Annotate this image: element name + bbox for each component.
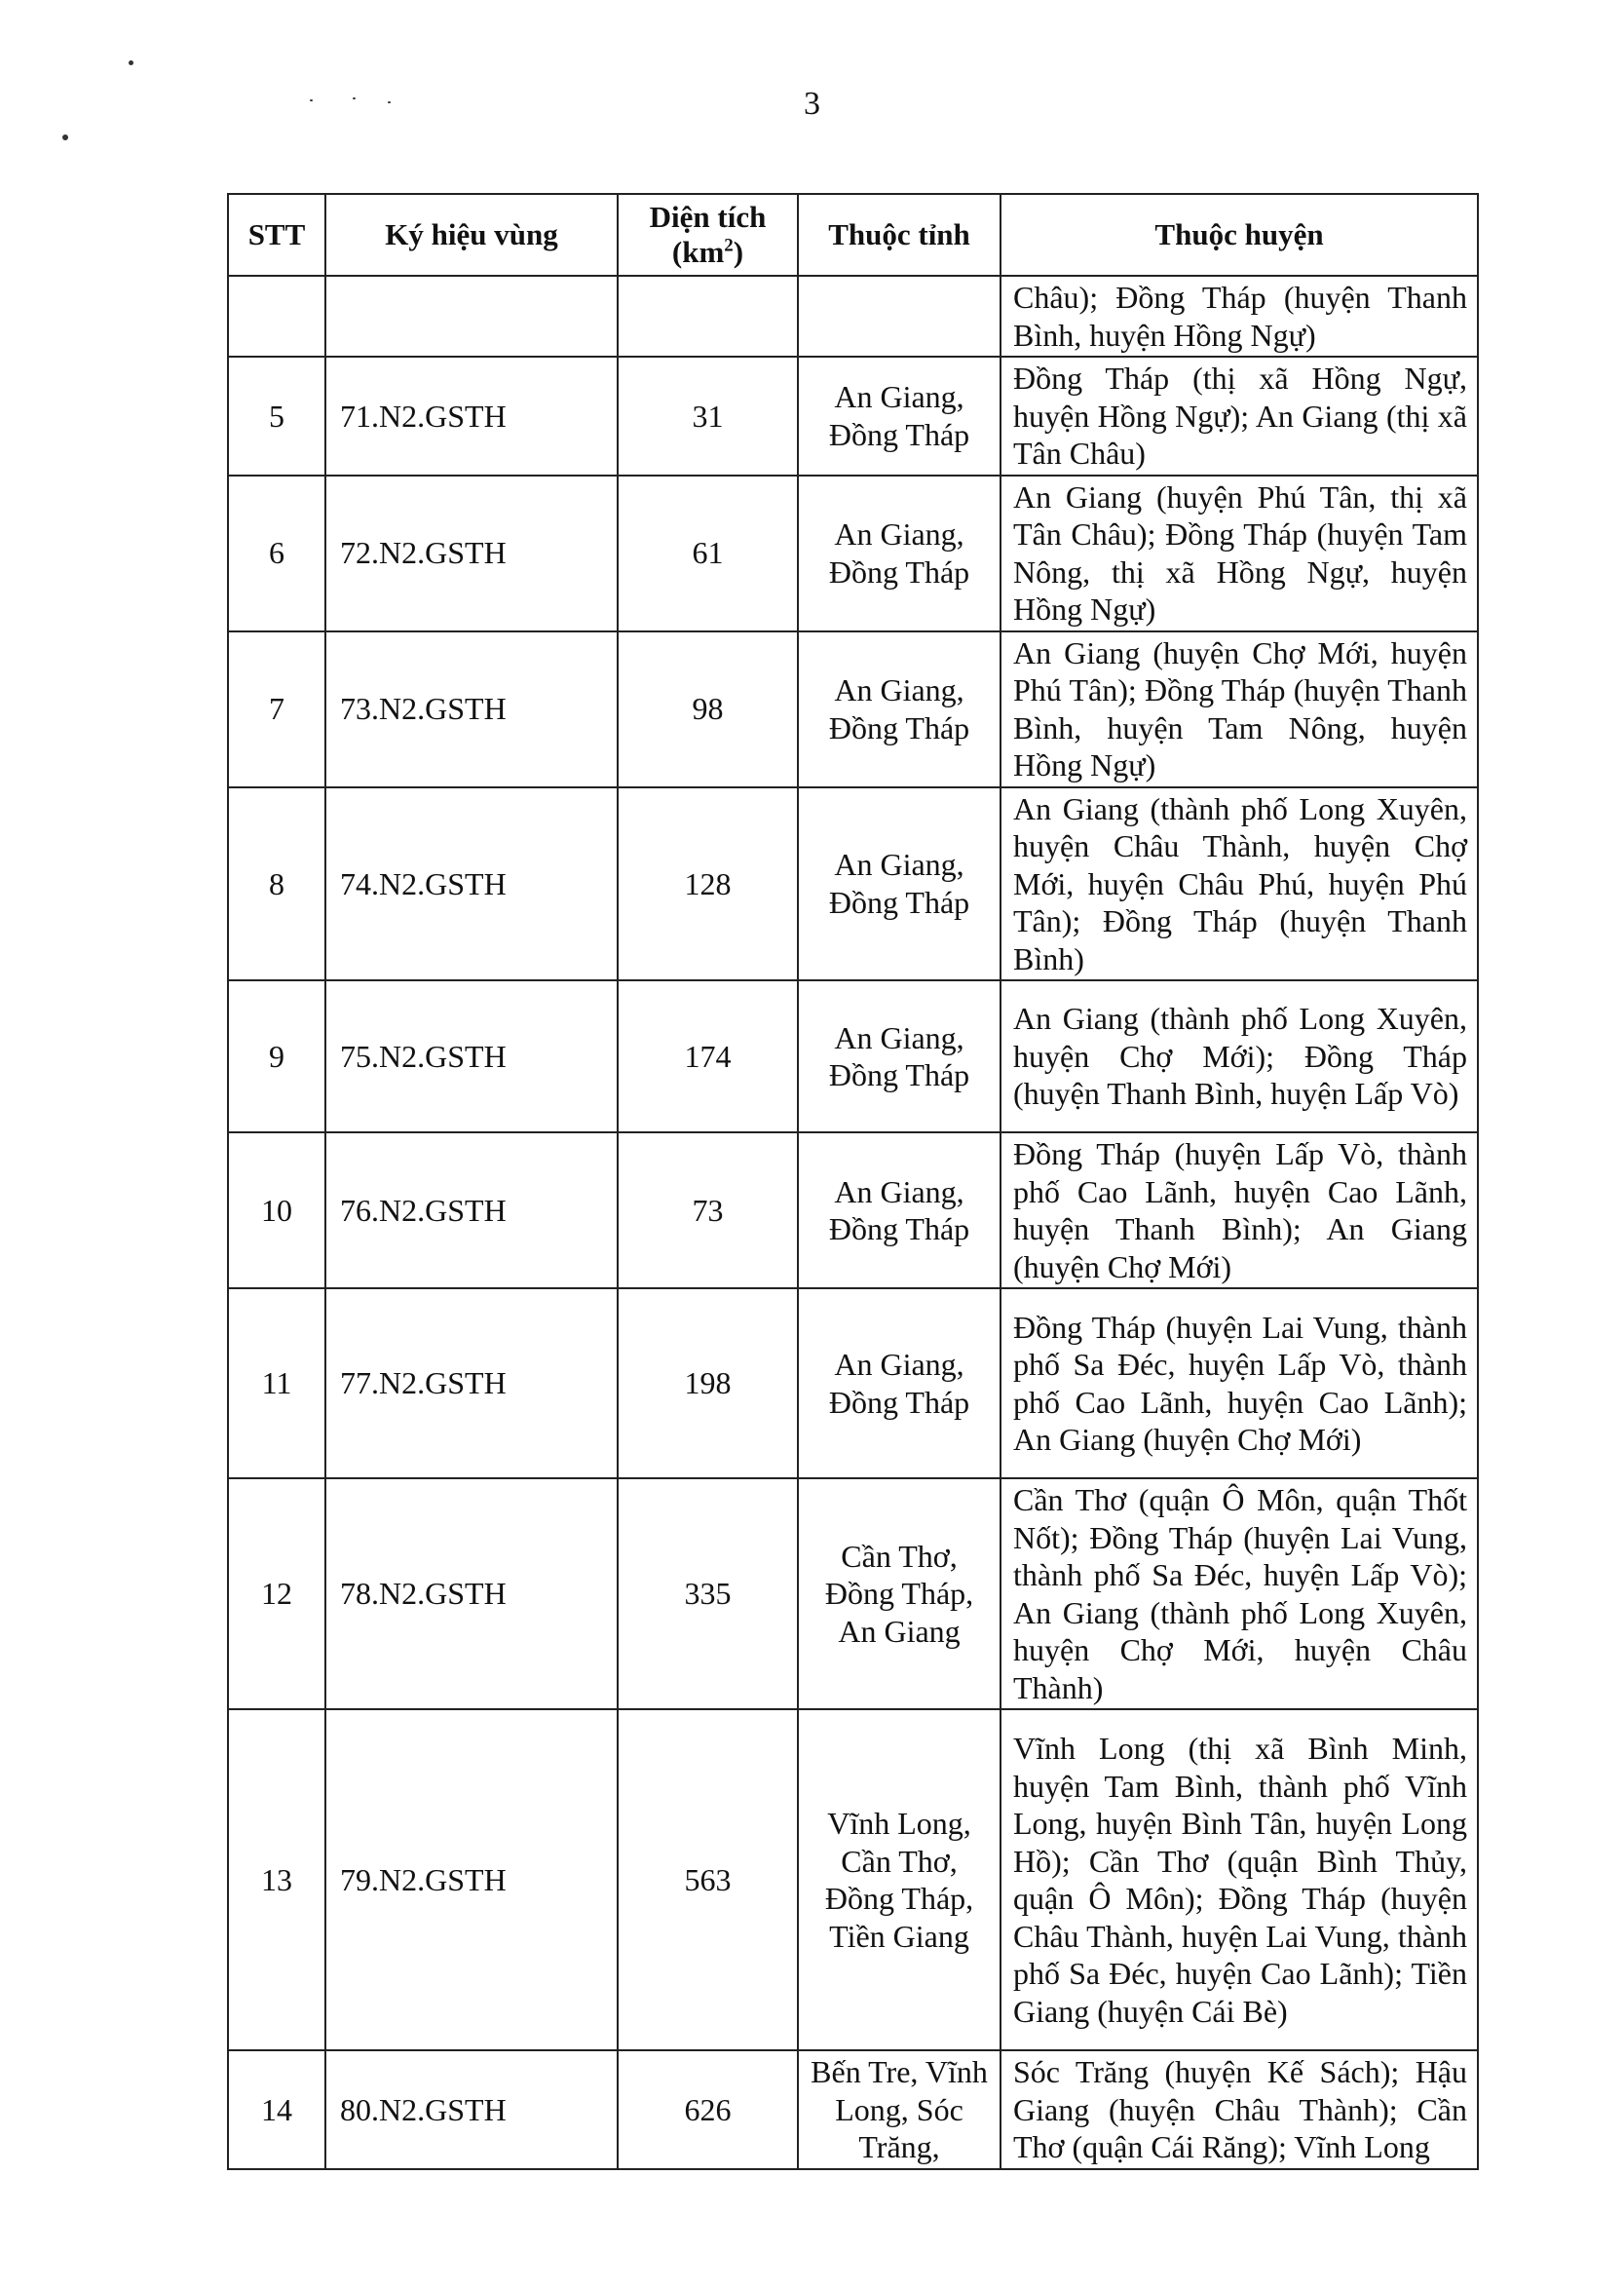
cell-huyen: Đồng Tháp (huyện Lấp Vò, thành phố Cao Lãnh, huyện Cao Lãnh, huyện Thanh Bình); An Giang (huyện Chợ Mới) <box>1001 1132 1478 1288</box>
scan-speck <box>62 134 68 140</box>
table-row <box>228 1478 1478 1709</box>
table-row <box>228 631 1478 787</box>
cell-ky-hieu: 77.N2.GSTH <box>325 1288 618 1478</box>
scan-speck <box>388 101 391 103</box>
header-dien-tich-unit <box>672 235 743 269</box>
table-row <box>228 2050 1478 2169</box>
cell-dien-tich: 563 <box>618 1709 798 2050</box>
region-table <box>227 193 1479 2170</box>
cell-huyen: Sóc Trăng (huyện Kế Sách); Hậu Giang (huyện Châu Thành); Cần Thơ (quận Cái Răng); Vĩnh Long <box>1001 2050 1478 2169</box>
cell-ky-hieu: 76.N2.GSTH <box>325 1132 618 1288</box>
cell-dien-tich: 198 <box>618 1288 798 1478</box>
cell-stt: 10 <box>228 1132 325 1288</box>
table-row <box>228 787 1478 981</box>
cell-stt: 9 <box>228 980 325 1132</box>
cell-dien-tich: 98 <box>618 631 798 787</box>
cell-tinh: An Giang, Đồng Tháp <box>798 1288 1001 1478</box>
cell-stt: 14 <box>228 2050 325 2169</box>
cell-ky-hieu: 71.N2.GSTH <box>325 357 618 476</box>
table-row <box>228 476 1478 631</box>
cell-stt: 11 <box>228 1288 325 1478</box>
cell-tinh: An Giang, Đồng Tháp <box>798 1132 1001 1288</box>
cell-huyen: Đồng Tháp (huyện Lai Vung, thành phố Sa Đéc, huyện Lấp Vò, thành phố Cao Lãnh, huyện Cao Lãnh); An Giang (huyện Chợ Mới) <box>1001 1288 1478 1478</box>
cell-stt: 7 <box>228 631 325 787</box>
unit-sup: 2 <box>724 235 734 256</box>
table-header-row <box>228 194 1478 276</box>
header-ky-hieu: Ký hiệu vùng <box>325 194 618 276</box>
region-table-wrap <box>227 193 1477 2170</box>
cell-dien-tich: 31 <box>618 357 798 476</box>
cell-stt: 12 <box>228 1478 325 1709</box>
cell-huyen: Châu); Đồng Tháp (huyện Thanh Bình, huyện Hồng Ngự) <box>1001 276 1478 357</box>
scan-speck <box>129 60 133 65</box>
cell-ky-hieu: 78.N2.GSTH <box>325 1478 618 1709</box>
table-row <box>228 357 1478 476</box>
cell-stt: 6 <box>228 476 325 631</box>
table-row <box>228 1132 1478 1288</box>
table-row <box>228 980 1478 1132</box>
cell-tinh: An Giang, Đồng Tháp <box>798 980 1001 1132</box>
cell-ky-hieu: 73.N2.GSTH <box>325 631 618 787</box>
cell-tinh: An Giang, Đồng Tháp <box>798 476 1001 631</box>
cell-huyen: Vĩnh Long (thị xã Bình Minh, huyện Tam Bình, thành phố Vĩnh Long, huyện Bình Tân, huyện Long Hồ); Cần Thơ (quận Bình Thủy, quận Ô Môn); Đồng Tháp (huyện Châu Thành, huyện Lai Vung, thành phố Sa Đéc, huyện Cao Lãnh); Tiền Giang (huyện Cái Bè) <box>1001 1709 1478 2050</box>
cell-ky-hieu <box>325 276 618 357</box>
cell-dien-tich: 128 <box>618 787 798 981</box>
cell-tinh: An Giang, Đồng Tháp <box>798 357 1001 476</box>
header-huyen: Thuộc huyện <box>1001 194 1478 276</box>
unit-open: (km <box>671 235 725 269</box>
cell-ky-hieu: 80.N2.GSTH <box>325 2050 618 2169</box>
header-dien-tich <box>618 194 798 276</box>
cell-stt: 5 <box>228 357 325 476</box>
scan-speck <box>353 97 356 99</box>
cell-dien-tich: 174 <box>618 980 798 1132</box>
cell-dien-tich: 335 <box>618 1478 798 1709</box>
cell-tinh: An Giang, Đồng Tháp <box>798 631 1001 787</box>
cell-stt: 13 <box>228 1709 325 2050</box>
cell-dien-tich: 626 <box>618 2050 798 2169</box>
table-row <box>228 276 1478 357</box>
cell-stt: 8 <box>228 787 325 981</box>
unit-close: ) <box>733 235 744 269</box>
cell-dien-tich: 61 <box>618 476 798 631</box>
header-tinh: Thuộc tỉnh <box>798 194 1001 276</box>
cell-tinh <box>798 276 1001 357</box>
cell-ky-hieu: 79.N2.GSTH <box>325 1709 618 2050</box>
cell-huyen: An Giang (thành phố Long Xuyên, huyện Chợ Mới); Đồng Tháp (huyện Thanh Bình, huyện Lấp Vò) <box>1001 980 1478 1132</box>
table-row <box>228 1709 1478 2050</box>
cell-tinh: An Giang, Đồng Tháp <box>798 787 1001 981</box>
page-number: 3 <box>804 86 820 122</box>
cell-dien-tich <box>618 276 798 357</box>
header-dien-tich-label: Diện tích <box>649 200 767 234</box>
cell-stt <box>228 276 325 357</box>
cell-huyen: An Giang (huyện Chợ Mới, huyện Phú Tân); Đồng Tháp (huyện Thanh Bình, huyện Tam Nông, huyện Hồng Ngự) <box>1001 631 1478 787</box>
scan-speck <box>310 99 313 101</box>
cell-huyen: An Giang (huyện Phú Tân, thị xã Tân Châu); Đồng Tháp (huyện Tam Nông, thị xã Hồng Ngự, huyện Hồng Ngự) <box>1001 476 1478 631</box>
cell-tinh: Bến Tre, Vĩnh Long, Sóc Trăng, <box>798 2050 1001 2169</box>
cell-huyen: Đồng Tháp (thị xã Hồng Ngự, huyện Hồng Ngự); An Giang (thị xã Tân Châu) <box>1001 357 1478 476</box>
cell-huyen: Cần Thơ (quận Ô Môn, quận Thốt Nốt); Đồng Tháp (huyện Lai Vung, thành phố Sa Đéc, huyện Lấp Vò); An Giang (thành phố Long Xuyên, huyện Chợ Mới, huyện Châu Thành) <box>1001 1478 1478 1709</box>
cell-ky-hieu: 72.N2.GSTH <box>325 476 618 631</box>
cell-dien-tich: 73 <box>618 1132 798 1288</box>
header-stt: STT <box>228 194 325 276</box>
table-row <box>228 1288 1478 1478</box>
cell-ky-hieu: 75.N2.GSTH <box>325 980 618 1132</box>
cell-ky-hieu: 74.N2.GSTH <box>325 787 618 981</box>
cell-tinh: Vĩnh Long, Cần Thơ, Đồng Tháp, Tiền Giang <box>798 1709 1001 2050</box>
cell-tinh: Cần Thơ, Đồng Tháp, An Giang <box>798 1478 1001 1709</box>
cell-huyen: An Giang (thành phố Long Xuyên, huyện Châu Thành, huyện Chợ Mới, huyện Châu Phú, huyện Phú Tân); Đồng Tháp (huyện Thanh Bình) <box>1001 787 1478 981</box>
